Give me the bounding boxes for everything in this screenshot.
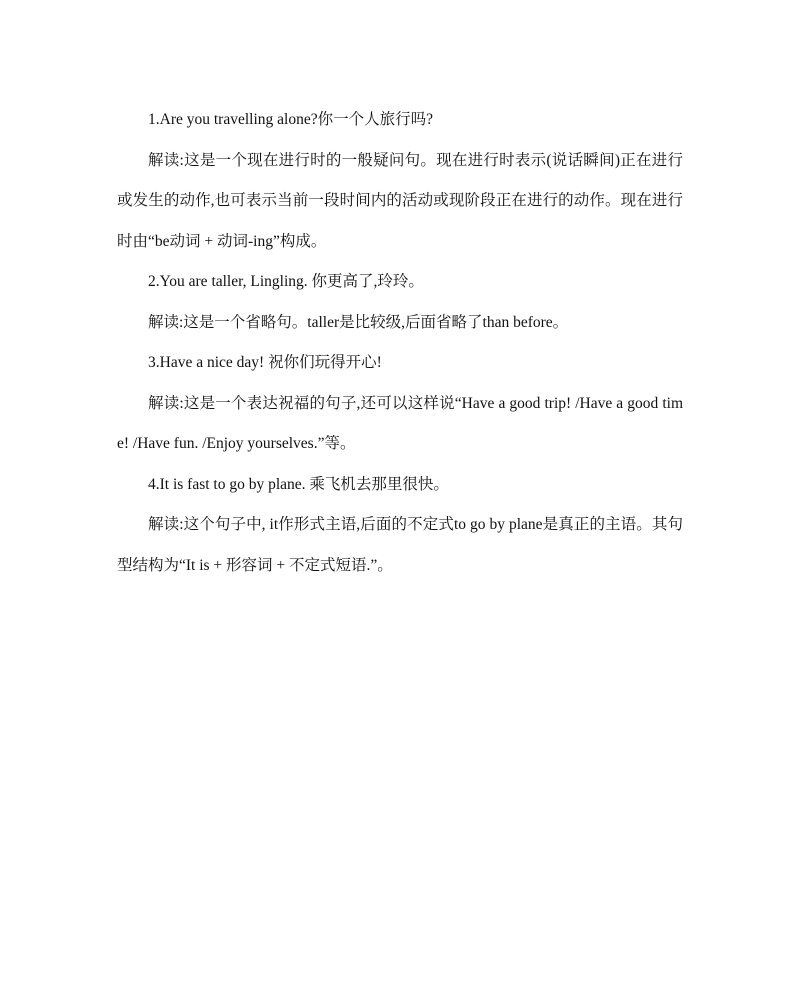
sentence-4: 4.It is fast to go by plane. 乘飞机去那里很快。 (148, 475, 449, 493)
sentence-3: 3.Have a nice day! 祝你们玩得开心! (148, 354, 382, 371)
explanation-1: 解读:这是一个现在进行时的一般疑问句。现在进行时表示(说话瞬间)正在进行或发生的动作,也可表示当前一段时间内的活动或现阶段正在进行的动作。现在进行时由“be动词 + 动词-ing”构成。 (117, 151, 683, 250)
sentence-2: 2.You are taller, Lingling. 你更高了,玲玲。 (148, 273, 424, 290)
sentence-1: 1.Are you travelling alone?你一个人旅行吗? (148, 111, 433, 128)
explanation-3: 解读:这是一个表达祝福的句子,还可以这样说“Have a good trip! /Have a good time! /Have fun. /Enjoy yourselves.”等。 (117, 394, 683, 452)
document-body (117, 100, 683, 586)
explanation-4: 解读:这个句子中, it作形式主语,后面的不定式to go by plane是真正的主语。其句型结构为“It is + 形容词 + 不定式短语.”。 (117, 516, 683, 574)
explanation-2: 解读:这是一个省略句。taller是比较级,后面省略了than before。 (148, 313, 569, 331)
